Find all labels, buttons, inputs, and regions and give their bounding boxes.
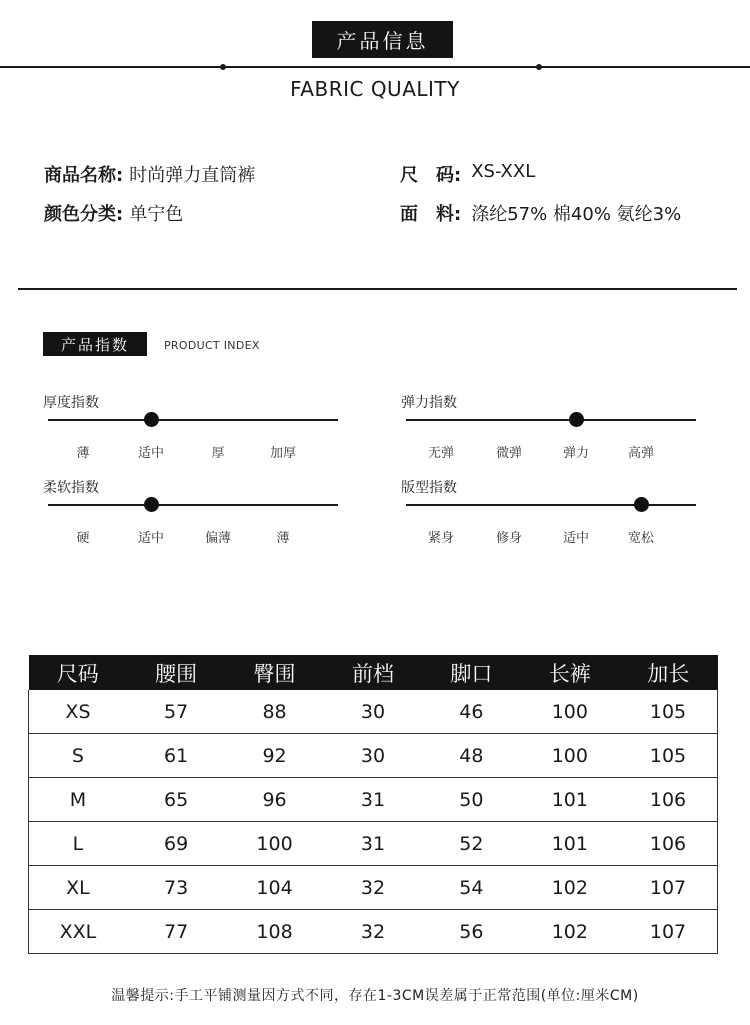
measurement-note: 温馨提示:手工平铺测量因方式不同，存在1-3CM误差属于正常范围(单位:厘米CM) xyxy=(111,988,639,1004)
table-cell: 32 xyxy=(324,910,422,954)
table-row xyxy=(29,822,718,866)
scale-marker xyxy=(634,497,649,512)
table-cell: 105 xyxy=(619,690,717,734)
info-label: 商品名称: xyxy=(44,165,124,186)
scale-line xyxy=(48,419,338,421)
table-cell: 100 xyxy=(225,822,323,866)
header-cell: 脚口 xyxy=(422,655,520,690)
table-cell: 30 xyxy=(324,734,422,778)
header-cell: 前档 xyxy=(324,655,422,690)
table-cell: 92 xyxy=(225,734,323,778)
table-cell: 106 xyxy=(619,778,717,822)
table-cell: 31 xyxy=(324,822,422,866)
table-cell: 69 xyxy=(127,822,225,866)
scale-marker xyxy=(144,497,159,512)
divider-dot-right xyxy=(536,64,542,70)
scale-tick-label: 硬 xyxy=(76,531,90,546)
table-cell: 50 xyxy=(422,778,520,822)
info-value: 时尚弹力直筒裤 xyxy=(129,165,256,186)
table-cell: XS xyxy=(29,690,127,734)
table-cell: 105 xyxy=(619,734,717,778)
table-row xyxy=(29,910,718,954)
table-cell: 31 xyxy=(324,778,422,822)
table-cell: 77 xyxy=(127,910,225,954)
table-cell: 46 xyxy=(422,690,520,734)
header-cell: 腰围 xyxy=(127,655,225,690)
table-cell: S xyxy=(29,734,127,778)
table-cell: M xyxy=(29,778,127,822)
scale-tick-label: 适中 xyxy=(562,531,589,546)
scale-tick-label: 无弹 xyxy=(427,446,454,461)
table-cell: 30 xyxy=(324,690,422,734)
index-title: 产品指数 xyxy=(43,332,147,356)
scale-tick-label: 薄 xyxy=(76,446,90,461)
table-cell: 61 xyxy=(127,734,225,778)
scale-tick-label: 加厚 xyxy=(269,446,296,461)
scale-tick-label: 高弹 xyxy=(627,446,654,461)
info-size xyxy=(400,161,535,187)
table-cell: 52 xyxy=(422,822,520,866)
divider-dot-left xyxy=(220,64,226,70)
scale-marker xyxy=(569,412,584,427)
table-cell: 107 xyxy=(619,910,717,954)
table-cell: 65 xyxy=(127,778,225,822)
info-value: 涤纶57% 棉40% 氨纶3% xyxy=(471,204,682,225)
table-cell: 56 xyxy=(422,910,520,954)
size-table-header xyxy=(29,655,718,690)
scale-tick-label: 微弹 xyxy=(495,446,522,461)
section-divider xyxy=(18,288,737,290)
table-cell: XXL xyxy=(29,910,127,954)
size-table xyxy=(28,655,718,954)
scale-label: 柔软指数 xyxy=(43,480,99,496)
scale-line xyxy=(406,419,696,421)
table-row xyxy=(29,866,718,910)
table-cell: 101 xyxy=(521,778,619,822)
info-label: 颜色分类: xyxy=(44,204,124,225)
table-cell: 73 xyxy=(127,866,225,910)
table-cell: 32 xyxy=(324,866,422,910)
table-cell: 88 xyxy=(225,690,323,734)
table-row xyxy=(29,734,718,778)
table-cell: 102 xyxy=(521,866,619,910)
table-cell: 57 xyxy=(127,690,225,734)
table-cell: 108 xyxy=(225,910,323,954)
table-cell: XL xyxy=(29,866,127,910)
info-label: 尺 码: xyxy=(400,165,462,186)
scale-tick-label: 适中 xyxy=(137,531,164,546)
table-cell: 104 xyxy=(225,866,323,910)
scale-tick-label: 适中 xyxy=(137,446,164,461)
table-row xyxy=(29,690,718,734)
scale-tick-label: 厚 xyxy=(211,446,225,461)
table-cell: 106 xyxy=(619,822,717,866)
info-color xyxy=(44,200,183,226)
section-title: 产品信息 xyxy=(312,21,453,58)
scale-line xyxy=(48,504,338,506)
table-cell: 100 xyxy=(521,734,619,778)
header-cell: 长裤 xyxy=(521,655,619,690)
section-subtitle: FABRIC QUALITY xyxy=(290,77,460,101)
header-cell: 臀围 xyxy=(225,655,323,690)
table-cell: 102 xyxy=(521,910,619,954)
header-cell: 加长 xyxy=(619,655,717,690)
scale-tick-label: 宽松 xyxy=(627,531,654,546)
scale-tick-label: 偏薄 xyxy=(204,531,231,546)
info-value: XS-XXL xyxy=(471,161,536,182)
table-cell: 100 xyxy=(521,690,619,734)
table-cell: L xyxy=(29,822,127,866)
table-cell: 107 xyxy=(619,866,717,910)
scale-marker xyxy=(144,412,159,427)
info-value: 单宁色 xyxy=(129,204,184,225)
scale-tick-label: 修身 xyxy=(495,531,522,546)
info-label: 面 料: xyxy=(400,204,462,225)
scale-tick-label: 紧身 xyxy=(427,531,454,546)
scale-label: 厚度指数 xyxy=(43,395,99,411)
table-cell: 96 xyxy=(225,778,323,822)
table-cell: 54 xyxy=(422,866,520,910)
info-product-name xyxy=(44,161,255,187)
index-subtitle: PRODUCT INDEX xyxy=(164,339,260,352)
scale-line xyxy=(406,504,696,506)
table-cell: 48 xyxy=(422,734,520,778)
scale-label: 弹力指数 xyxy=(401,395,457,411)
header-cell: 尺码 xyxy=(29,655,127,690)
table-cell: 101 xyxy=(521,822,619,866)
header-divider xyxy=(0,66,750,68)
table-row xyxy=(29,778,718,822)
scale-label: 版型指数 xyxy=(401,480,457,496)
scale-tick-label: 薄 xyxy=(276,531,290,546)
scale-tick-label: 弹力 xyxy=(562,446,589,461)
info-fabric xyxy=(400,200,681,226)
